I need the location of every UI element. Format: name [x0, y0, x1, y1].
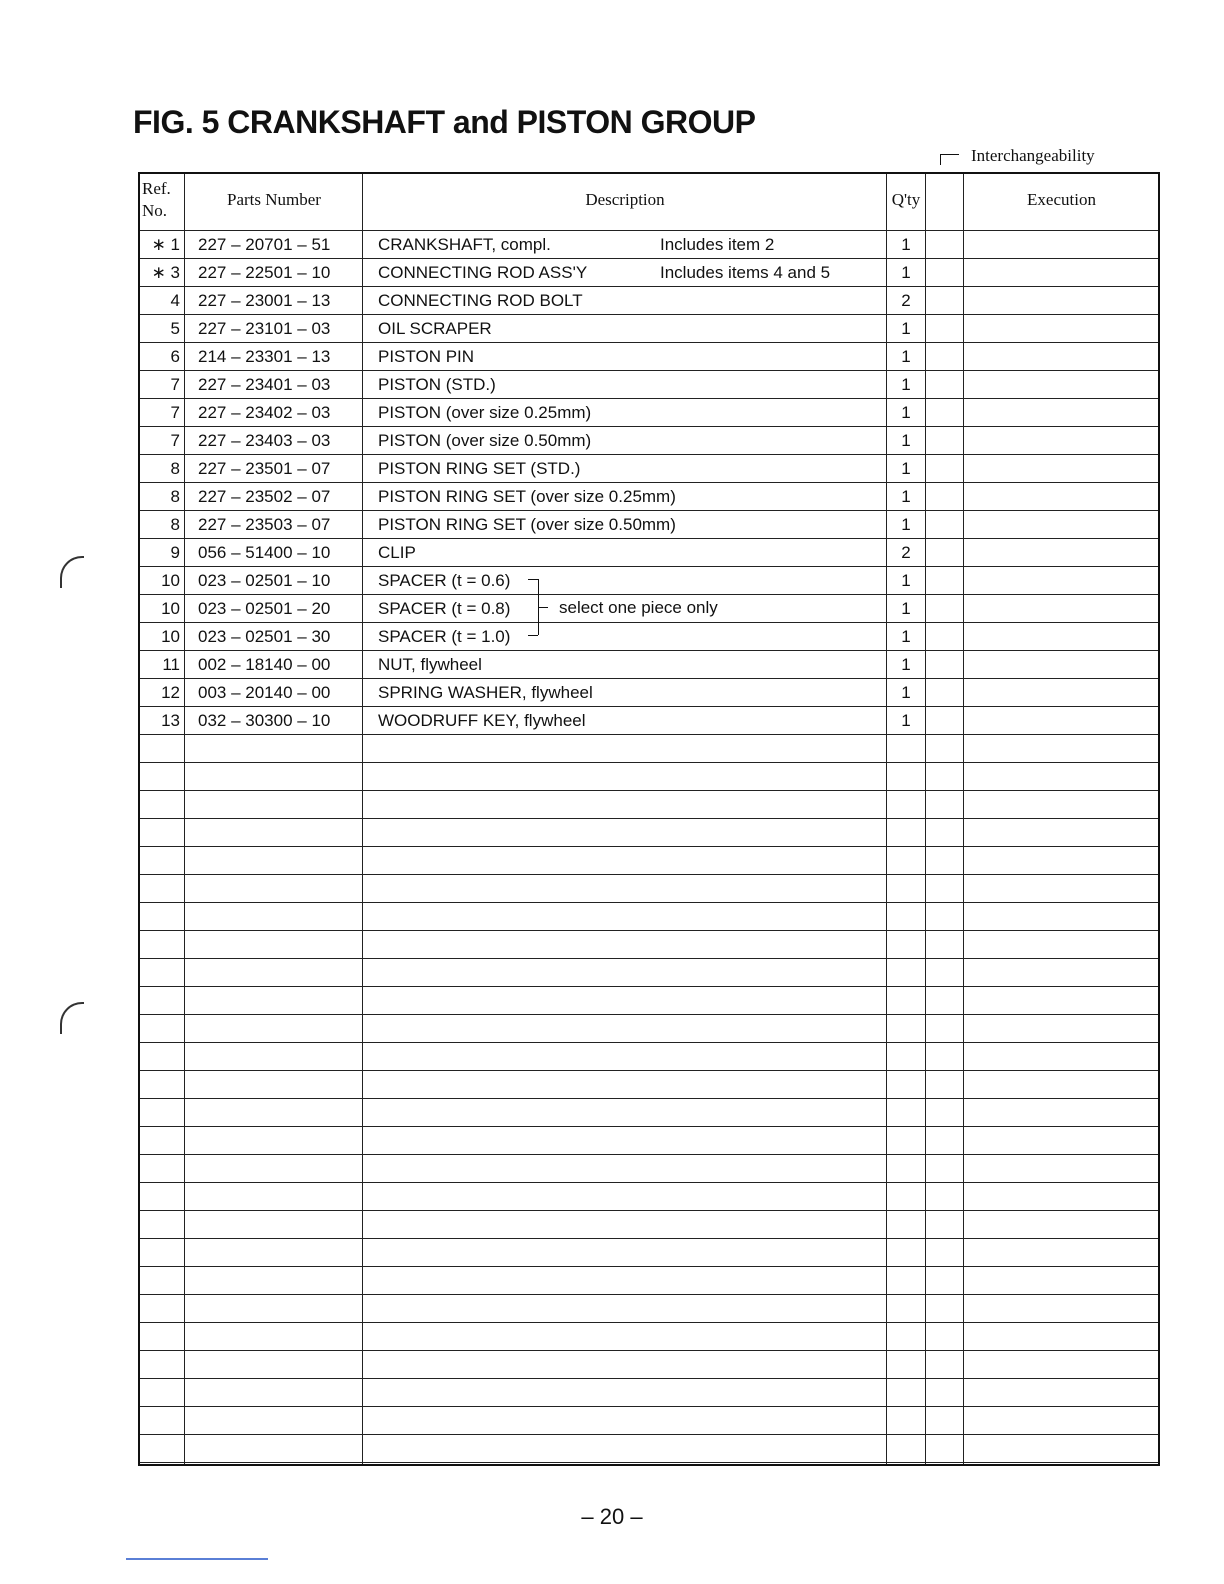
- description-cell: SPRING WASHER, flywheel: [378, 683, 593, 702]
- row-divider: [140, 762, 1158, 763]
- row-divider: [140, 1266, 1158, 1267]
- header-ref-line2: No.: [142, 201, 168, 220]
- qty-cell: 2: [901, 543, 911, 562]
- description-cell: SPACER (t = 0.6): [378, 571, 511, 590]
- row-divider: [140, 1378, 1158, 1379]
- row-divider: [140, 790, 1158, 791]
- qty-cell: 1: [901, 263, 911, 282]
- table-row: [140, 427, 1160, 455]
- row-divider: [140, 818, 1158, 819]
- qty-cell: 1: [901, 655, 911, 674]
- part-number-cell: 056 – 51400 – 10: [198, 543, 331, 562]
- ref-cell: 10: [161, 571, 180, 590]
- row-divider: [140, 1098, 1158, 1099]
- note-cell: Includes items 4 and 5: [660, 263, 831, 282]
- table-row: [140, 539, 1160, 567]
- row-divider: [140, 1350, 1158, 1351]
- row-divider: [140, 1434, 1158, 1435]
- ref-cell: 8: [170, 487, 180, 506]
- description-cell: SPACER (t = 0.8): [378, 599, 511, 618]
- part-number-cell: 227 – 23403 – 03: [198, 431, 331, 450]
- ref-cell: 7: [170, 375, 180, 394]
- qty-cell: 1: [901, 627, 911, 646]
- description-cell: PISTON (over size 0.50mm): [378, 431, 592, 450]
- row-divider: [140, 1406, 1158, 1407]
- table-row: [140, 651, 1160, 679]
- row-divider: [140, 1014, 1158, 1015]
- spacer-bracket-pointer: [538, 607, 548, 608]
- table-row: [140, 371, 1160, 399]
- parts-table: [138, 172, 1160, 1466]
- part-number-cell: 023 – 02501 – 30: [198, 627, 331, 646]
- description-cell: WOODRUFF KEY, flywheel: [378, 711, 586, 730]
- spacer-bracket-bottom: [528, 635, 538, 636]
- qty-cell: 1: [901, 347, 911, 366]
- ref-cell: 6: [170, 347, 180, 366]
- ref-cell: 7: [170, 403, 180, 422]
- table-row: [140, 567, 1160, 595]
- description-cell: PISTON PIN: [378, 347, 475, 366]
- description-cell: PISTON RING SET (over size 0.50mm): [378, 515, 676, 534]
- row-divider: [140, 1210, 1158, 1211]
- ref-cell: ∗ 3: [151, 263, 180, 282]
- description-cell: OIL SCRAPER: [378, 319, 492, 338]
- description-cell: PISTON RING SET (over size 0.25mm): [378, 487, 676, 506]
- bottom-rule: [126, 1558, 268, 1560]
- ref-cell: 5: [170, 319, 180, 338]
- table-row: [140, 315, 1160, 343]
- ref-cell: 12: [161, 683, 180, 702]
- qty-cell: 1: [901, 375, 911, 394]
- description-cell: SPACER (t = 1.0): [378, 627, 511, 646]
- description-cell: PISTON (STD.): [378, 375, 496, 394]
- binder-hole-mark: [60, 556, 84, 588]
- table-row: [140, 707, 1160, 735]
- header-parts-number: Parts Number: [227, 190, 321, 209]
- header-ref: [142, 178, 182, 222]
- ref-cell: ∗ 1: [151, 235, 180, 254]
- row-divider: [140, 1070, 1158, 1071]
- header-qty: Q'ty: [891, 190, 921, 209]
- description-cell: PISTON (over size 0.25mm): [378, 403, 592, 422]
- description-cell: CRANKSHAFT, compl.: [378, 235, 551, 254]
- row-divider: [140, 1042, 1158, 1043]
- qty-cell: 1: [901, 319, 911, 338]
- qty-cell: 1: [901, 403, 911, 422]
- note-cell: Includes item 2: [660, 235, 775, 254]
- header-description: Description: [585, 190, 665, 209]
- part-number-cell: 023 – 02501 – 10: [198, 571, 331, 590]
- row-divider: [140, 930, 1158, 931]
- table-row: [140, 455, 1160, 483]
- part-number-cell: 227 – 23402 – 03: [198, 403, 331, 422]
- row-divider: [140, 1294, 1158, 1295]
- row-divider: [140, 1154, 1158, 1155]
- ref-cell: 10: [161, 627, 180, 646]
- row-divider: [140, 902, 1158, 903]
- part-number-cell: 214 – 23301 – 13: [198, 347, 331, 366]
- interchangeability-label: Interchangeability: [971, 146, 1095, 165]
- part-number-cell: 227 – 23401 – 03: [198, 375, 331, 394]
- spacer-note: select one piece only: [559, 598, 718, 617]
- table-row: [140, 511, 1160, 539]
- ref-cell: 11: [162, 655, 180, 674]
- row-divider: [140, 986, 1158, 987]
- ref-cell: 8: [170, 515, 180, 534]
- table-row: [140, 623, 1160, 651]
- binder-hole-mark: [60, 1002, 84, 1034]
- qty-cell: 1: [901, 235, 911, 254]
- header-ref-line1: Ref.: [142, 179, 171, 198]
- qty-cell: 1: [901, 459, 911, 478]
- table-row: [140, 287, 1160, 315]
- table-row: [140, 399, 1160, 427]
- part-number-cell: 003 – 20140 – 00: [198, 683, 331, 702]
- qty-cell: 1: [901, 571, 911, 590]
- row-divider: [140, 1182, 1158, 1183]
- ref-cell: 9: [170, 543, 180, 562]
- ref-cell: 7: [170, 431, 180, 450]
- part-number-cell: 227 – 23503 – 07: [198, 515, 331, 534]
- part-number-cell: 032 – 30300 – 10: [198, 711, 331, 730]
- qty-cell: 1: [901, 515, 911, 534]
- description-cell: PISTON RING SET (STD.): [378, 459, 581, 478]
- part-number-cell: 227 – 23101 – 03: [198, 319, 331, 338]
- corner-arrow-icon: [940, 154, 959, 165]
- part-number-cell: 227 – 22501 – 10: [198, 263, 331, 282]
- description-cell: CLIP: [378, 543, 416, 562]
- header-execution: Execution: [1027, 190, 1096, 209]
- ref-cell: 8: [170, 459, 180, 478]
- ref-cell: 4: [170, 291, 180, 310]
- description-cell: CONNECTING ROD BOLT: [378, 291, 583, 310]
- ref-cell: 10: [161, 599, 180, 618]
- table-row: [140, 679, 1160, 707]
- page-title: FIG. 5 CRANKSHAFT and PISTON GROUP: [133, 104, 756, 140]
- row-divider: [140, 958, 1158, 959]
- part-number-cell: 023 – 02501 – 20: [198, 599, 331, 618]
- part-number-cell: 227 – 23001 – 13: [198, 291, 331, 310]
- row-divider: [140, 874, 1158, 875]
- page-number: – 20 –: [581, 1504, 643, 1529]
- part-number-cell: 227 – 23501 – 07: [198, 459, 331, 478]
- description-cell: CONNECTING ROD ASS'Y: [378, 263, 588, 282]
- qty-cell: 1: [901, 683, 911, 702]
- qty-cell: 1: [901, 599, 911, 618]
- qty-cell: 2: [901, 291, 911, 310]
- table-row: [140, 231, 1160, 259]
- qty-cell: 1: [901, 487, 911, 506]
- part-number-cell: 002 – 18140 – 00: [198, 655, 331, 674]
- part-number-cell: 227 – 23502 – 07: [198, 487, 331, 506]
- part-number-cell: 227 – 20701 – 51: [198, 235, 331, 254]
- description-cell: NUT, flywheel: [378, 655, 482, 674]
- qty-cell: 1: [901, 711, 911, 730]
- table-row: [140, 259, 1160, 287]
- row-divider: [140, 1322, 1158, 1323]
- table-row: [140, 343, 1160, 371]
- row-divider: [140, 1462, 1158, 1463]
- spacer-bracket-top: [528, 579, 538, 580]
- qty-cell: 1: [901, 431, 911, 450]
- row-divider: [140, 846, 1158, 847]
- row-divider: [140, 1126, 1158, 1127]
- ref-cell: 13: [161, 711, 180, 730]
- row-divider: [140, 1238, 1158, 1239]
- table-row: [140, 483, 1160, 511]
